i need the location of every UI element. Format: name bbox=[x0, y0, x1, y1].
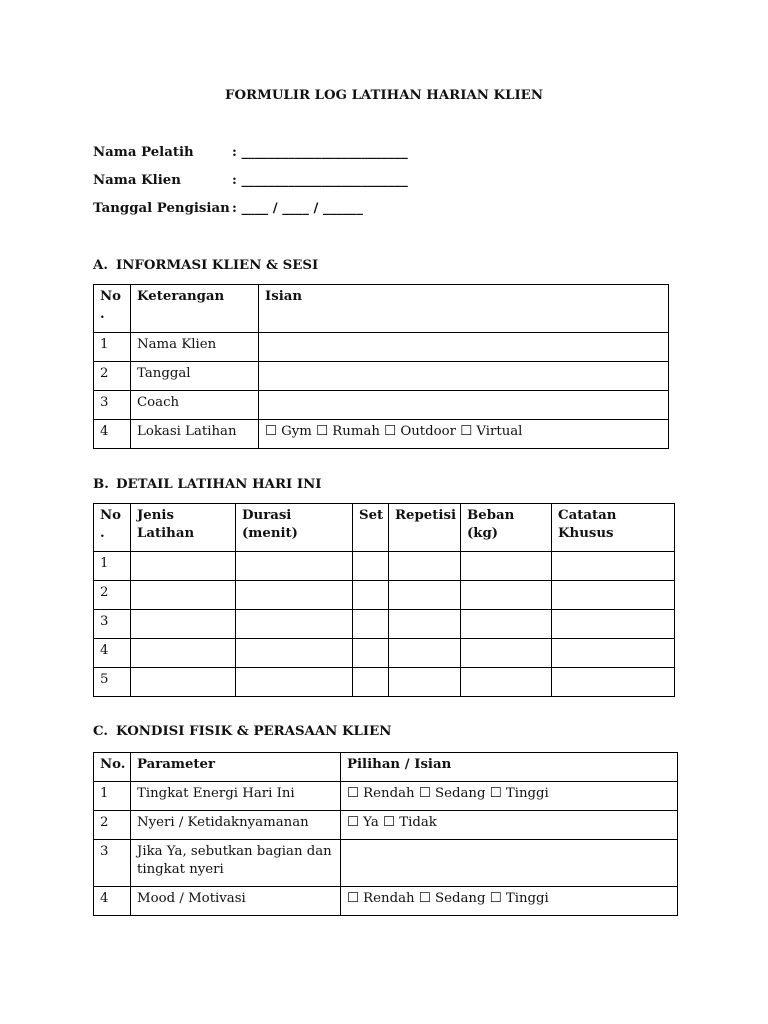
fill-in-cell[interactable] bbox=[461, 552, 552, 581]
fill-in-cell[interactable]: ☐ Rendah ☐ Sedang ☐ Tinggi bbox=[341, 782, 678, 811]
header-field-label: Nama Klien bbox=[93, 173, 181, 188]
fill-in-cell[interactable] bbox=[353, 639, 389, 668]
fill-in-cell[interactable] bbox=[236, 552, 353, 581]
section-b-table bbox=[93, 503, 675, 697]
row-label: Nyeri / Ketidaknyamanan bbox=[131, 811, 341, 840]
fill-in-cell[interactable] bbox=[259, 333, 669, 362]
section-letter: C. bbox=[93, 724, 108, 739]
column-header: Catatan Khusus bbox=[552, 504, 675, 552]
section-c-title bbox=[93, 724, 391, 739]
row-label: Tingkat Energi Hari Ini bbox=[131, 782, 341, 811]
fill-in-cell[interactable] bbox=[236, 639, 353, 668]
row-number: 4 bbox=[94, 887, 131, 916]
table-row bbox=[94, 391, 669, 420]
row-label: Jika Ya, sebutkan bagian dan tingkat nyeri bbox=[131, 840, 341, 887]
fill-in-cell[interactable] bbox=[236, 581, 353, 610]
section-b-title bbox=[93, 477, 321, 492]
table-row bbox=[94, 610, 675, 639]
row-label: Coach bbox=[131, 391, 259, 420]
fill-in-cell[interactable] bbox=[131, 668, 236, 697]
fill-in-cell[interactable] bbox=[389, 610, 461, 639]
row-number: 4 bbox=[94, 420, 131, 449]
section-a-table bbox=[93, 284, 669, 449]
header-field-blank[interactable]: : ____ / ____ / ______ bbox=[232, 201, 363, 216]
table-row bbox=[94, 887, 678, 916]
section-title-text: INFORMASI KLIEN & SESI bbox=[116, 258, 319, 273]
column-header: Set bbox=[353, 504, 389, 552]
fill-in-cell[interactable] bbox=[259, 391, 669, 420]
table-row bbox=[94, 840, 678, 887]
column-header: Repetisi bbox=[389, 504, 461, 552]
fill-in-cell[interactable]: ☐ Rendah ☐ Sedang ☐ Tinggi bbox=[341, 887, 678, 916]
row-number: 2 bbox=[94, 581, 131, 610]
fill-in-cell[interactable] bbox=[353, 552, 389, 581]
header-field-label: Tanggal Pengisian bbox=[93, 201, 230, 216]
fill-in-cell[interactable] bbox=[131, 610, 236, 639]
header-field-blank[interactable]: : _________________________ bbox=[232, 145, 408, 160]
row-label: Lokasi Latihan bbox=[131, 420, 259, 449]
section-title-text: KONDISI FISIK & PERASAAN KLIEN bbox=[116, 724, 392, 739]
row-number: 1 bbox=[94, 333, 131, 362]
fill-in-cell[interactable] bbox=[461, 639, 552, 668]
table-row bbox=[94, 552, 675, 581]
fill-in-cell[interactable] bbox=[131, 581, 236, 610]
fill-in-cell[interactable] bbox=[131, 552, 236, 581]
table-row bbox=[94, 581, 675, 610]
row-number: 3 bbox=[94, 391, 131, 420]
section-letter: A. bbox=[93, 258, 108, 273]
table-row bbox=[94, 362, 669, 391]
section-c-table bbox=[93, 752, 678, 916]
row-label: Tanggal bbox=[131, 362, 259, 391]
header-field-client bbox=[93, 173, 408, 188]
fill-in-cell[interactable] bbox=[552, 581, 675, 610]
form-title: FORMULIR LOG LATIHAN HARIAN KLIEN bbox=[225, 88, 543, 103]
fill-in-cell[interactable] bbox=[389, 581, 461, 610]
fill-in-cell[interactable] bbox=[353, 668, 389, 697]
fill-in-cell[interactable]: ☐ Gym ☐ Rumah ☐ Outdoor ☐ Virtual bbox=[259, 420, 669, 449]
section-a-title bbox=[93, 258, 318, 273]
fill-in-cell[interactable] bbox=[389, 639, 461, 668]
row-number: 1 bbox=[94, 782, 131, 811]
column-header: Durasi (menit) bbox=[236, 504, 353, 552]
column-header: Parameter bbox=[131, 753, 341, 782]
fill-in-cell[interactable] bbox=[552, 552, 675, 581]
fill-in-cell[interactable] bbox=[236, 610, 353, 639]
table-header-row bbox=[94, 504, 675, 552]
row-label: Mood / Motivasi bbox=[131, 887, 341, 916]
row-number: 3 bbox=[94, 610, 131, 639]
fill-in-cell[interactable] bbox=[353, 610, 389, 639]
table-row bbox=[94, 420, 669, 449]
row-number: 4 bbox=[94, 639, 131, 668]
header-field-trainer bbox=[93, 145, 408, 160]
fill-in-cell[interactable] bbox=[389, 668, 461, 697]
fill-in-cell[interactable] bbox=[461, 668, 552, 697]
table-row bbox=[94, 782, 678, 811]
column-header: Isian bbox=[259, 285, 669, 333]
column-header: Pilihan / Isian bbox=[341, 753, 678, 782]
fill-in-cell[interactable] bbox=[461, 581, 552, 610]
row-number: 2 bbox=[94, 362, 131, 391]
fill-in-cell[interactable] bbox=[552, 668, 675, 697]
table-header-row bbox=[94, 753, 678, 782]
row-number: 2 bbox=[94, 811, 131, 840]
table-row bbox=[94, 811, 678, 840]
section-title-text: DETAIL LATIHAN HARI INI bbox=[116, 477, 322, 492]
column-header: No. bbox=[94, 753, 131, 782]
fill-in-cell[interactable] bbox=[552, 639, 675, 668]
row-number: 3 bbox=[94, 840, 131, 887]
column-header: No . bbox=[94, 504, 131, 552]
table-row bbox=[94, 639, 675, 668]
fill-in-cell[interactable] bbox=[389, 552, 461, 581]
header-field-date bbox=[93, 201, 363, 216]
header-field-label: Nama Pelatih bbox=[93, 145, 194, 160]
row-number: 5 bbox=[94, 668, 131, 697]
fill-in-cell[interactable] bbox=[353, 581, 389, 610]
column-header: Jenis Latihan bbox=[131, 504, 236, 552]
fill-in-cell[interactable]: ☐ Ya ☐ Tidak bbox=[341, 811, 678, 840]
column-header: No . bbox=[94, 285, 131, 333]
header-field-blank[interactable]: : _________________________ bbox=[232, 173, 408, 188]
fill-in-cell[interactable] bbox=[131, 639, 236, 668]
row-label: Nama Klien bbox=[131, 333, 259, 362]
table-row bbox=[94, 668, 675, 697]
section-letter: B. bbox=[93, 477, 109, 492]
column-header: Beban (kg) bbox=[461, 504, 552, 552]
column-header: Keterangan bbox=[131, 285, 259, 333]
fill-in-cell[interactable] bbox=[236, 668, 353, 697]
table-header-row bbox=[94, 285, 669, 333]
fill-in-cell[interactable] bbox=[461, 610, 552, 639]
table-row bbox=[94, 333, 669, 362]
fill-in-cell[interactable] bbox=[259, 362, 669, 391]
row-number: 1 bbox=[94, 552, 131, 581]
fill-in-cell[interactable] bbox=[552, 610, 675, 639]
fill-in-cell[interactable] bbox=[341, 840, 678, 887]
